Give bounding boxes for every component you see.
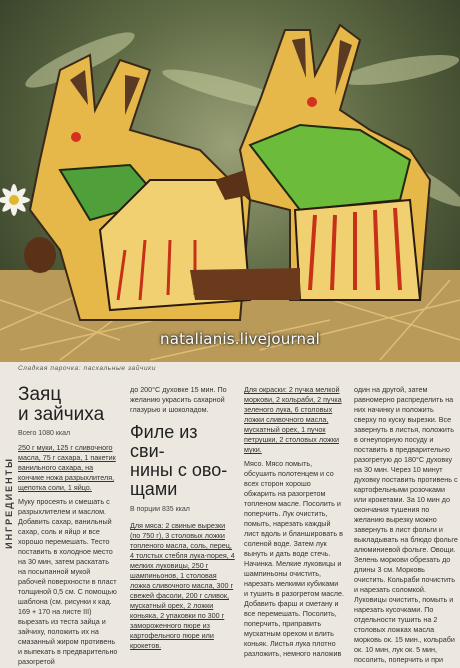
recipe2-title: Филе из сви- нины с ово- щами [130, 422, 228, 499]
recipe1-ingredients: 250 г муки, 125 г сливочного масла, 75 г сахара, 1 пакетик ванильного сахара, на кончике ножа разрыхлителя, щепотка соли, 1 яйцо. [18, 443, 116, 492]
recipe1-method: Муку просеять и смешать с разрыхлителем и маслом. Добавить сахар, ванильный сахар, соль и яйцо и все хорошо перемешать. Тесто поставить в холодное место на 30 мин, затем раскатать на посыпанной мукой рабочей поверхности в пласт толщиной 0,5 см. С помощью шаблона (см. рисунки к кад. 169 + 170 на листе III) вырезать из теста зайца и зайчиху, положить их на смазанный жиром противень и выпекать в предварительно разогретой [18, 497, 118, 666]
column-2 [130, 385, 235, 652]
recipe1-kcal: Всего 1080 ккал [18, 430, 71, 437]
column-3 [244, 385, 344, 660]
watermark-text: natalianis.livejournal [160, 330, 321, 348]
recipe1-title: Заяц и зайчиха [18, 384, 105, 425]
ingredients-sidebar-label [2, 430, 14, 580]
recipe2-method-continued: один на другой, затем равномерно распределить на них начинку и положить сверху по куску вырезки. Все завернуть в листья, положить в огнеупорную посуду и поставить в предварительно разогретую до 180°С духовку на 30 мин. Через 10 минут духовку поставить противень с картофельными розочками или крокетами. За 10 мин до окончания тушения по желанию вырезку можно завернуть в лист фольги и выкладывать на блюдо фольге алюминиевой фольге. Овощи. Зелень моркови обрезать до длины 3 см. Морковь очистить. Кольраби почистить и нарезать соломкой. Луковицы очистить, помыть и нарезать кусочками. По отдельности тушить на 2 столовых ложках масла морковь ок. 15 мин., кольраби ок. 10 мин, лук ок. 5 мин, посолить, поперчить и при [354, 385, 458, 664]
ingredients-sidebar-text: ИНГРЕДИЕНТЫ [4, 457, 14, 549]
recipe1-method-continued: до 200°С духовке 15 мин. По желанию украсить сахарной глазурью и шоколадом. [130, 385, 227, 414]
recipe2-ingredients: Для мяса: 2 свиные вырезки (по 750 г), 3 столовых ложки топленого масла, соль, перец, 4 толстых стебля лука-порея, 4 мелких луковицы, 250 г шампиньонов, 1 столовая ложка сливочного масла, 300 г свежей фасоли, 200 г сливок, мускатный орех, 2 ложки коньяка, 2 упаковки по 300 г замороженного пюре из картофельного пюре или крокетов. [130, 521, 235, 650]
recipe2-method: Мясо. Мясо помыть, обсушить полотенцем и со всех сторон хорошо обжарить на разогретом топленом масле. Посолить и поперчить. Лук очистить, помыть, нарезать каждый лист вдоль и бланшировать в соленой воде. Затем лук вынуть и дать воде стечь. Начинка. Мелкие луковицы и шампиньоны очистить, нарезать мелкими кубиками и тушить в разогретом масле. Добавить фарш и сметану и все перемешать. Посолить, поперчить, приправить мускатным орехом и влить коньяк. Листья лука плотно разложить, немного наложив [244, 459, 344, 658]
recipe1-column [18, 385, 118, 668]
recipe2-ingredients-continued: Для окраски: 2 пучка мелкой моркови, 2 кольраби, 2 пучка зеленого лука, 6 столовых ложки сливочного масла, мускатный орех, 1 пучок петрушки, 2 столовых ложки муки. [244, 385, 342, 454]
recipe2-kcal: В порции 835 ккал [130, 506, 190, 513]
column-4 [354, 385, 458, 666]
daisy-flower [0, 184, 30, 216]
photo-caption: Сладкая парочка: пасхальные зайчики [18, 365, 157, 372]
